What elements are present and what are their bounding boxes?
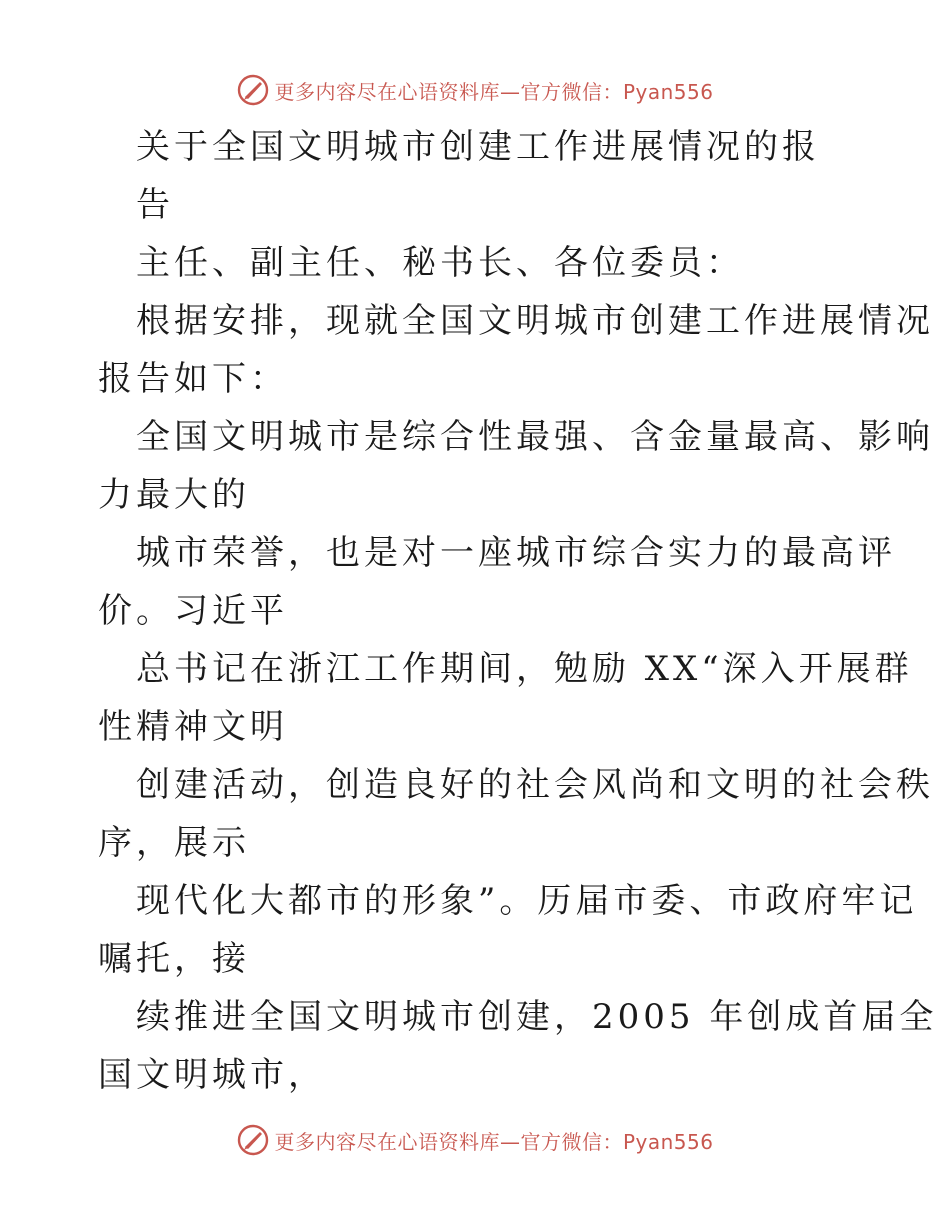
text-line: 现代化大都市的形象”。历届市委、市政府牢记 [136, 881, 918, 921]
quill-pen-icon [236, 1123, 270, 1157]
text-line: 性精神文明 [98, 707, 288, 747]
text-line: 力最大的 [98, 475, 250, 515]
text-line: 根据安排，现就全国文明城市创建工作进展情况 [136, 301, 934, 341]
text-line: 续推进全国文明城市创建，2005 年创成首届全 [136, 997, 938, 1037]
text-line: 报告如下： [98, 359, 288, 399]
watermark-text: 更多内容尽在心语资料库—官方微信：Pyan556 [274, 1129, 714, 1154]
text-line: 主任、副主任、秘书长、各位委员： [136, 243, 744, 283]
header-watermark [0, 70, 950, 110]
text-line: 告 [136, 185, 174, 225]
footer-watermark [0, 1120, 950, 1160]
watermark-text: 更多内容尽在心语资料库—官方微信：Pyan556 [274, 79, 714, 104]
document-body [98, 118, 938, 1104]
text-line: 嘱托，接 [98, 939, 250, 979]
text-line: 序，展示 [98, 823, 250, 863]
quill-pen-icon [236, 73, 270, 107]
text-line: 关于全国文明城市创建工作进展情况的报 [136, 127, 820, 167]
text-line: 总书记在浙江工作期间，勉励 XX“深入开展群 [136, 649, 913, 689]
text-line: 城市荣誉，也是对一座城市综合实力的最高评 [136, 533, 896, 573]
text-line: 创建活动，创造良好的社会风尚和文明的社会秩 [136, 765, 934, 805]
text-line: 国文明城市， [98, 1055, 326, 1095]
text-line: 价。习近平 [98, 591, 288, 631]
text-line: 全国文明城市是综合性最强、含金量最高、影响 [136, 417, 934, 457]
